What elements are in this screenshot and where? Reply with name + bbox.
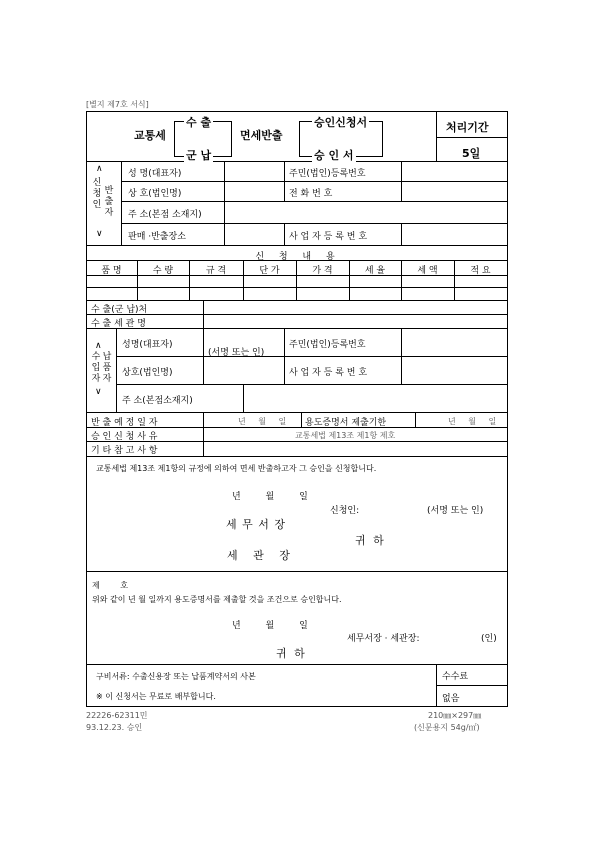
fee-label: 수수료 bbox=[442, 672, 469, 682]
col-spec: 규 격 bbox=[205, 266, 227, 276]
applicant-biz-label: 사 업 자 등 록 번 호 bbox=[289, 232, 368, 242]
applicant-phone-label: 전 화 번 호 bbox=[289, 189, 333, 199]
importer-side-label: 수입자 bbox=[91, 352, 101, 384]
importer-side-sub: 납품자 bbox=[102, 352, 112, 384]
importer-resident-label: 주민(법인)등록번호 bbox=[289, 340, 366, 350]
processing-period-label: 처리기간 bbox=[446, 121, 489, 134]
col-unit-price: 단 가 bbox=[259, 266, 280, 276]
applicant-resident-label: 주민(법인)등록번호 bbox=[289, 169, 366, 179]
col-rate: 세 율 bbox=[364, 266, 386, 276]
title-approve: 승 인 서 bbox=[314, 149, 354, 162]
tax-office-head: 세 무 서 장 bbox=[226, 518, 286, 531]
applicant-address-label: 주 소(본점 소재지) bbox=[128, 210, 202, 220]
reason-label: 승 인 신 청 사 유 bbox=[91, 432, 158, 442]
processing-period-value: 5일 bbox=[462, 147, 481, 160]
application-honorific: 귀 하 bbox=[355, 534, 386, 547]
importer-company-label: 상호(법인명) bbox=[122, 368, 173, 378]
applicant-place-label: 판매 ·반출장소 bbox=[128, 232, 186, 242]
outer-top-border bbox=[86, 111, 508, 112]
applicant-side-label: 신청인 bbox=[92, 178, 102, 210]
col-tax: 세 액 bbox=[417, 266, 438, 276]
col-price: 가 격 bbox=[312, 266, 333, 276]
outer-right-border bbox=[507, 111, 508, 706]
approval-date: 년 월 일 bbox=[232, 621, 308, 631]
reason-value: 교통세법 제13조 제1항 제호 bbox=[295, 431, 396, 440]
reference-label: 기 타 참 고 사 항 bbox=[91, 446, 158, 456]
applicant-side-sub: 반출자 bbox=[104, 186, 114, 218]
form-code: 22226-62311민 bbox=[86, 711, 148, 720]
importer-name-label: 성명(대표자) bbox=[122, 340, 173, 350]
approval-date-stamp: 93.12.23. 승인 bbox=[86, 723, 143, 732]
planned-date-label: 반 출 예 정 일 자 bbox=[91, 418, 158, 428]
application-body: 교통세법 제13조 제1항의 규정에 의하여 면세 반출하고자 그 승인을 신청합니다. bbox=[96, 464, 377, 473]
planned-date-value: 년 월 일 bbox=[238, 417, 287, 426]
title-left: 교통세 bbox=[134, 129, 166, 142]
col-note: 적 요 bbox=[470, 266, 491, 276]
approval-signer: 세무서장 · 세관장: bbox=[347, 634, 420, 644]
title-mid: 면세반출 bbox=[240, 129, 283, 142]
customs-head: 세 관 장 bbox=[227, 549, 290, 562]
col-item: 품 명 bbox=[101, 266, 122, 276]
title-apply: 승인신청서 bbox=[314, 116, 368, 129]
title-export: 수 출 bbox=[186, 116, 212, 129]
title-supply: 군 납 bbox=[186, 149, 212, 162]
approval-honorific: 귀 하 bbox=[276, 647, 307, 660]
approval-number: 제 호 bbox=[92, 581, 128, 590]
export-to-label: 수 출(군 납)처 bbox=[91, 305, 148, 315]
paper-type: (신문용지 54g/㎡) bbox=[414, 723, 480, 732]
col-qty: 수 량 bbox=[152, 266, 174, 276]
form-reference: [별지 제7호 서식] bbox=[86, 100, 149, 109]
cert-deadline-value: 년 월 일 bbox=[448, 417, 497, 426]
application-date: 년 월 일 bbox=[232, 492, 308, 502]
application-applicant: 신청인: bbox=[330, 506, 360, 516]
applicant-name-label: 성 명(대표자) bbox=[128, 169, 182, 179]
importer-sign: (서명 또는 인) bbox=[208, 348, 265, 358]
paper-size: 210㎜×297㎜ bbox=[428, 711, 482, 720]
free-note: ※ 이 신청서는 무료로 배부합니다. bbox=[96, 692, 216, 701]
outer-left-border bbox=[86, 111, 87, 706]
application-sign: (서명 또는 인) bbox=[427, 506, 484, 516]
customs-label: 수 출 세 관 명 bbox=[91, 319, 146, 329]
content-header: 신 청 내 용 bbox=[255, 252, 341, 262]
applicant-company-label: 상 호(법인명) bbox=[128, 189, 182, 199]
approval-seal: (인) bbox=[481, 634, 497, 644]
fee-value: 없음 bbox=[442, 694, 460, 704]
importer-address-label: 주 소(본점소재지) bbox=[122, 396, 193, 406]
importer-biz-label: 사 업 자 등 록 번 호 bbox=[289, 368, 368, 378]
outer-bottom-border bbox=[86, 706, 508, 707]
cert-deadline-label: 용도증명서 제출기한 bbox=[305, 418, 387, 428]
required-docs: 구비서류: 수출신용장 또는 납품계약서의 사본 bbox=[96, 672, 256, 681]
approval-body: 위와 같이 년 월 일까지 용도증명서를 제출할 것을 조건으로 승인합니다. bbox=[92, 595, 342, 604]
